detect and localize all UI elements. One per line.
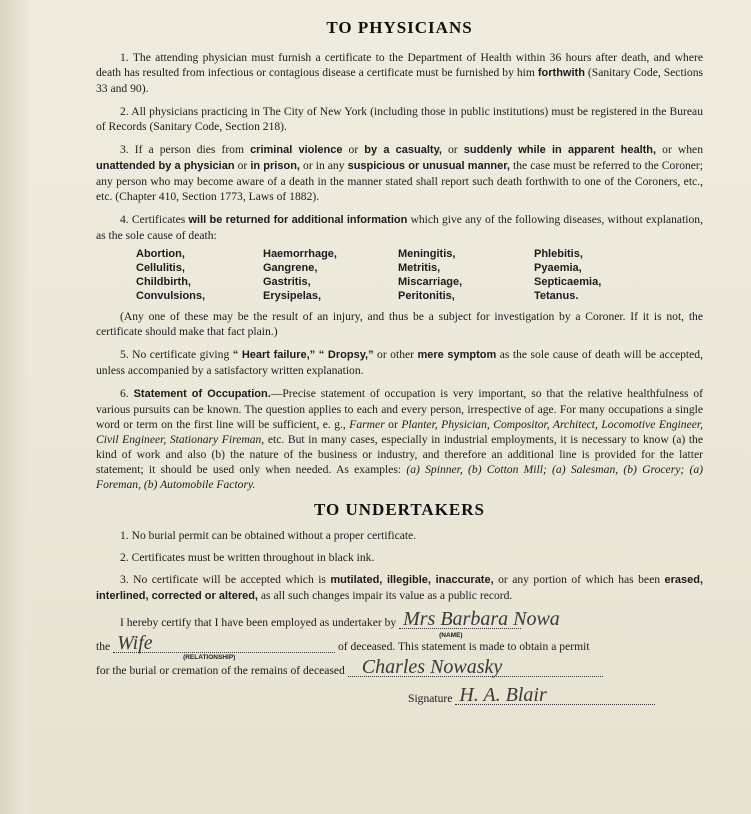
- undertakers-section: [96, 500, 703, 714]
- undertakers-para-2: 2. Certificates must be written throughout in black ink.: [120, 551, 375, 564]
- certify-text: I hereby certify that I have been employed as undertaker by: [120, 616, 397, 629]
- relationship-value: Wife: [117, 632, 153, 654]
- disease-item: Gastritis,: [263, 276, 311, 288]
- deceased-name-value: Charles Nowasky: [361, 656, 503, 678]
- disease-item: Peritonitis,: [398, 290, 455, 302]
- signature-value: H. A. Blair: [459, 684, 547, 706]
- physicians-para-3: 3. If a person dies from criminal violence or by a casualty, or suddenly while in apparent health, or when unattended by a physician or in prison, or in any suspicious or unusual manner, the case must be referred to the Coroner; any person who may become aware of a death in the manner stated shall report such death forthwith to one of the Coroners, etc., etc. (Chapter 410, Section 1773, Laws of 1882).: [96, 143, 704, 203]
- disease-item: Haemorrhage,: [263, 248, 337, 260]
- employer-name-field[interactable]: [399, 608, 560, 639]
- physicians-para-1: 1. The attending physician must furnish a certificate to the Department of Health within 36 hours after death, and where death has resulted from infectious or contagious disease a certificate must be furnished by him forthwith (Sanitary Code, Sections 33 and 90).: [96, 51, 703, 95]
- burial-text: for the burial or cremation of the remains of deceased: [96, 664, 345, 677]
- physicians-para-5: 5. No certificate giving “ Heart failure,” “ Dropsy,” or other mere symptom as the sole cause of death will be accepted, unless accompanied by a satisfactory written explanation.: [96, 348, 703, 377]
- disease-item: Erysipelas,: [263, 290, 322, 302]
- employer-name-value: Mrs Barbara Nowa: [403, 608, 560, 630]
- disease-item: Childbirth,: [136, 276, 191, 288]
- physicians-para-4: 4. Certificates will be returned for additional information which give any of the following diseases, without explanation, as the sole cause of death:: [96, 213, 704, 242]
- physicians-para-6: 6. Statement of Occupation.—Precise statement of occupation is very important, so that the relative healthfulness of various pursuits can be known. The question applies to each and every person, irrespective of age. For many occupations a single word or term on the first line will be sufficient, e. g., Farmer or Planter, Physician, Compositor, Architect, Locomotive Engineer, Civil Engineer, Stationary Fireman, etc. But in many cases, especially in industrial employments, it is necessary to know (a) the kind of work and also (b) the nature of the business or industry, and therefore an additional line is provided for the latter statement; it should be used only when needed. As examples: (a) Spinner, (b) Cotton Mill; (a) Salesman, (b) Grocery; (a) Foreman, (b) Automobile Factory.: [96, 387, 704, 491]
- disease-item: Phlebitis,: [534, 248, 583, 260]
- disease-item: Meningitis,: [398, 248, 456, 260]
- disease-item: Cellulitis,: [136, 262, 185, 274]
- disease-item: Miscarriage,: [398, 276, 463, 288]
- disease-item: Metritis,: [398, 262, 441, 274]
- the-text: the: [96, 640, 111, 653]
- disease-item: Tetanus.: [534, 290, 579, 302]
- relationship-field[interactable]: [113, 632, 335, 661]
- disease-item: Convulsions,: [136, 290, 206, 302]
- name-label: (NAME): [439, 632, 463, 639]
- disease-list: [136, 247, 703, 303]
- relationship-label: (RELATIONSHIP): [183, 654, 236, 661]
- deceased-name-field[interactable]: [348, 656, 603, 678]
- undertakers-heading: TO UNDERTAKERS: [313, 500, 485, 519]
- physicians-heading: TO PHYSICIANS: [326, 18, 473, 37]
- page-fold-shadow: [0, 0, 28, 814]
- signature-field[interactable]: [455, 684, 655, 706]
- undertakers-para-1: 1. No burial permit can be obtained without a proper certificate.: [120, 529, 417, 542]
- deceased-text: of deceased. This statement is made to obtain a permit: [337, 640, 590, 653]
- physicians-para-2: 2. All physicians practicing in The City of New York (including those in public institutions) must be registered in the Bureau of Records (Sanitary Code, Section 218).: [96, 105, 703, 133]
- disease-item: Gangrene,: [263, 262, 318, 274]
- undertaker-certify-line: [96, 608, 703, 639]
- disease-item: Abortion,: [136, 248, 185, 260]
- signature-label: Signature: [408, 692, 453, 705]
- physicians-para-4-note: (Any one of these may be the result of an injury, and thus be a subject for investigation by a Coroner. If it is not, the certificate should make that fact plain.): [96, 310, 703, 338]
- signature-line: [96, 684, 703, 714]
- disease-item: Septicaemia,: [534, 276, 602, 288]
- undertakers-para-3: 3. No certificate will be accepted which is mutilated, illegible, inaccurate, or any portion of which has been erased, interlined, corrected or altered, as all such changes impair its value as a public record.: [96, 573, 703, 602]
- disease-item: Pyaemia,: [534, 262, 582, 274]
